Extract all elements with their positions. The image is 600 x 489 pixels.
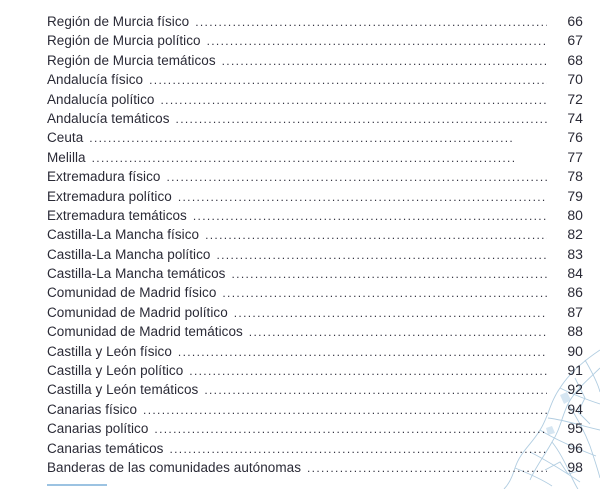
toc-entry-page: 88	[567, 323, 583, 340]
toc-entry[interactable]	[47, 70, 583, 89]
toc-entry-title: Banderas de las comunidades autónomas	[47, 459, 302, 475]
toc-entry[interactable]	[47, 458, 583, 477]
toc-entry-title: Andalucía político	[47, 91, 155, 107]
toc-entry[interactable]	[47, 380, 583, 399]
toc-entry-title: Comunidad de Madrid político	[47, 304, 228, 320]
toc-entry-title: Extremadura temáticos	[47, 207, 187, 223]
toc-entry[interactable]	[47, 400, 583, 419]
toc-entry-page: 95	[567, 420, 583, 437]
toc-entry[interactable]	[47, 361, 583, 380]
toc-leader-dots	[222, 284, 547, 303]
toc-entry-page: 67	[567, 32, 583, 49]
toc-entry-title: Extremadura político	[47, 188, 172, 204]
toc-entry-page: 92	[567, 381, 583, 398]
toc-entry-page: 70	[567, 71, 583, 88]
toc-leader-dots	[231, 265, 547, 284]
toc-entry-page: 86	[567, 284, 583, 301]
toc-entry-title: Castilla y León político	[47, 363, 184, 379]
bottom-divider	[47, 484, 107, 486]
toc-entry-title: Comunidad de Madrid físico	[47, 285, 217, 301]
toc-leader-dots	[234, 304, 547, 323]
toc-leader-dots	[166, 168, 547, 187]
toc-leader-dots	[178, 343, 547, 362]
toc-entry-page: 87	[567, 303, 583, 320]
toc-entry-title: Castilla-La Mancha físico	[47, 227, 200, 243]
toc-entry-title: Castilla y León temáticos	[47, 382, 199, 398]
toc-entry-title: Canarias físico	[47, 401, 138, 417]
toc-leader-dots	[143, 401, 547, 420]
toc-entry-title: Castilla-La Mancha político	[47, 246, 211, 262]
toc-entry-title: Castilla y León físico	[47, 343, 172, 359]
toc-entry-page: 77	[567, 148, 583, 165]
toc-entry-title: Andalucía físico	[47, 72, 144, 88]
toc-leader-dots	[222, 52, 547, 71]
toc-leader-dots	[176, 110, 547, 129]
toc-entry-page: 83	[567, 245, 583, 262]
toc-entry-page: 82	[567, 226, 583, 243]
toc-entry[interactable]	[47, 245, 583, 264]
toc-entry[interactable]	[47, 31, 583, 50]
toc-entry-title: Melilla	[47, 149, 86, 165]
toc-entry[interactable]	[47, 342, 583, 361]
toc-entry[interactable]	[47, 439, 583, 458]
toc-entry-title: Región de Murcia físico	[47, 14, 190, 29]
toc-entry[interactable]	[47, 109, 583, 128]
toc-entry-title: Región de Murcia político	[47, 33, 201, 49]
table-of-contents	[47, 12, 583, 477]
toc-entry-page: 68	[567, 51, 583, 68]
toc-entry-title: Andalucía temáticos	[47, 110, 170, 126]
toc-entry[interactable]	[47, 303, 583, 322]
toc-leader-dots	[154, 420, 547, 439]
toc-leader-dots	[160, 91, 547, 110]
toc-entry[interactable]	[47, 148, 583, 167]
toc-entry-page: 78	[567, 168, 583, 185]
toc-entry[interactable]	[47, 322, 583, 341]
toc-leader-dots	[92, 149, 547, 168]
toc-entry[interactable]	[47, 206, 583, 225]
toc-leader-dots	[89, 129, 547, 148]
toc-leader-dots	[307, 459, 547, 478]
toc-entry-title: Región de Murcia temáticos	[47, 52, 216, 68]
toc-entry[interactable]	[47, 51, 583, 70]
toc-leader-dots	[195, 13, 547, 32]
toc-entry[interactable]	[47, 264, 583, 283]
toc-entry[interactable]	[47, 167, 583, 186]
toc-entry-title: Comunidad de Madrid temáticos	[47, 324, 243, 340]
toc-entry[interactable]	[47, 128, 583, 147]
toc-entry[interactable]	[47, 12, 583, 31]
toc-entry-title: Ceuta	[47, 130, 84, 146]
toc-entry-page: 91	[567, 362, 583, 379]
toc-entry-page: 74	[567, 109, 583, 126]
toc-entry-page: 94	[567, 400, 583, 417]
toc-entry-title: Castilla-La Mancha temáticos	[47, 266, 226, 282]
toc-entry[interactable]	[47, 225, 583, 244]
toc-leader-dots	[149, 71, 547, 90]
toc-leader-dots	[207, 32, 547, 51]
toc-leader-dots	[205, 226, 547, 245]
toc-entry[interactable]	[47, 90, 583, 109]
toc-entry-page: 76	[567, 129, 583, 146]
toc-entry[interactable]	[47, 187, 583, 206]
toc-entry-page: 80	[567, 206, 583, 223]
toc-leader-dots	[189, 362, 547, 381]
toc-entry-page: 84	[567, 265, 583, 282]
toc-leader-dots	[249, 323, 547, 342]
toc-leader-dots	[178, 188, 547, 207]
toc-entry[interactable]	[47, 283, 583, 302]
toc-entry-title: Canarias temáticos	[47, 440, 164, 456]
toc-entry[interactable]	[47, 419, 583, 438]
toc-entry-page: 90	[567, 342, 583, 359]
toc-entry-page: 79	[567, 187, 583, 204]
toc-entry-page: 72	[567, 90, 583, 107]
toc-leader-dots	[204, 381, 547, 400]
toc-leader-dots	[169, 440, 547, 459]
toc-entry-page: 66	[567, 13, 583, 29]
toc-leader-dots	[216, 246, 547, 265]
toc-leader-dots	[193, 207, 547, 226]
toc-entry-title: Canarias político	[47, 421, 149, 437]
toc-entry-page: 98	[567, 458, 583, 475]
toc-entry-page: 96	[567, 439, 583, 456]
toc-entry-title: Extremadura físico	[47, 169, 161, 185]
